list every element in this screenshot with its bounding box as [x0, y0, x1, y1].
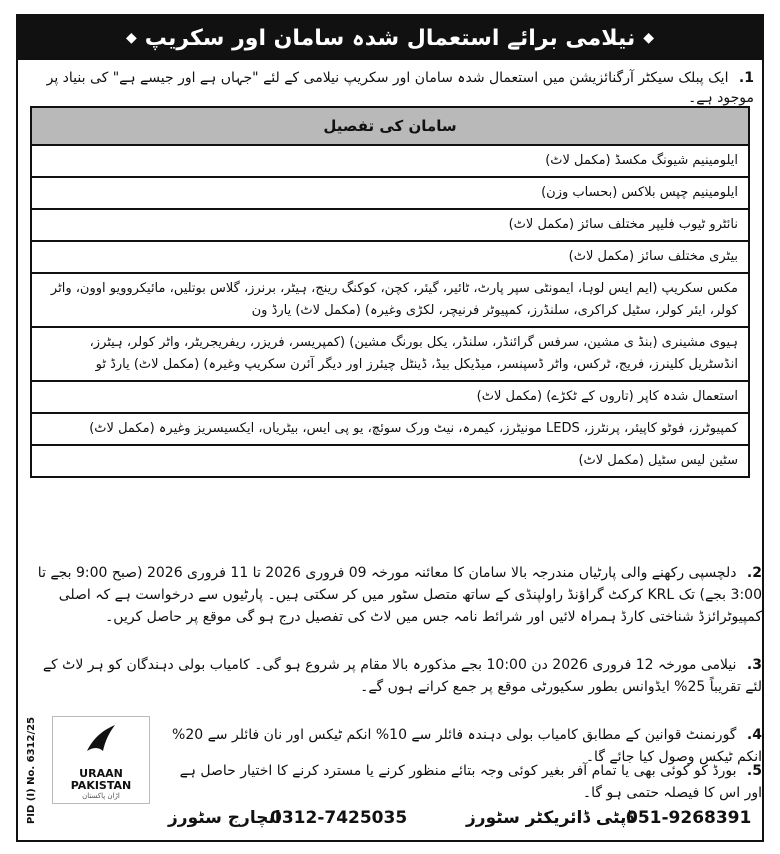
paragraph-number: 5. — [746, 763, 762, 779]
footer-phone-right: 051-9268391 — [626, 808, 752, 828]
table-row — [31, 327, 749, 381]
item-cell: ایلومینیم چپس بلاکس (بحساب وزن) — [31, 177, 749, 209]
footer-title-left: انچارج سٹورز — [168, 808, 281, 828]
logo-tagline: اڑان پاکستان — [82, 792, 120, 800]
table-row — [31, 209, 749, 241]
intro-number: 1. — [738, 70, 754, 86]
paragraph-2 — [32, 562, 762, 628]
ornament-icon: ◆ — [126, 30, 137, 46]
item-cell: بیٹری مختلف سائز (مکمل لاٹ) — [31, 241, 749, 273]
paragraph-number: 4. — [746, 727, 762, 743]
intro-paragraph — [34, 68, 754, 108]
paragraph-text: بورڈ کو کوئی بھی یا تمام آفر بغیر کوئی وجہ بتائے منظور کرنے یا مسترد کرنے کا اختیار حاصل ہے اور اس کا فیصلہ حتمی ہو گا۔ — [179, 763, 762, 801]
items-table-header: سامان کی تفصیل — [31, 107, 749, 145]
paragraph-number: 3. — [746, 657, 762, 673]
pid-text: PID (I) No. 6312/25 — [26, 716, 38, 824]
logo-name-line1: URAAN — [79, 767, 123, 780]
item-cell: ایلومینیم شیونگ مکسڈ (مکمل لاٹ) — [31, 145, 749, 177]
table-row — [31, 177, 749, 209]
item-cell: کمپیوٹرز، فوٹو کاپیئر، پرنٹرز، LEDS مونیٹرز، کیمرہ، نیٹ ورک سوئچ، یو پی ایس، بیٹریاں، ایکسیسریز وغیرہ (مکمل لاٹ) — [31, 413, 749, 445]
paragraph-text: دلچسپی رکھنے والی پارٹیاں مندرجہ بالا سامان کا معائنہ مورخہ 09 فروری 2026 تا 11 فروری 2026 (صبح 9:00 بجے تا 3:00 بجے) تک KRL کرکٹ گراؤنڈ راولپنڈی کے ساتھ متصل سٹور میں کر سکتی ہیں۔ پارٹیوں سے درخواست ہے کہ اصلی کمپیوٹرائزڈ شناختی کارڈ ہمراہ لائیں اور شرائط نامہ جس میں لاٹ کی تفصیل درج ہو گی موقع پر حاصل کریں۔ — [37, 565, 762, 625]
footer-title-right: ڈپٹی ڈائریکٹر سٹورز — [466, 808, 634, 828]
paragraph-number: 2. — [746, 565, 762, 581]
items-table — [30, 106, 750, 478]
ad-title: نیلامی برائے استعمال شدہ سامان اور سکریپ — [144, 25, 636, 51]
ornament-icon: ◆ — [643, 30, 654, 46]
table-row — [31, 145, 749, 177]
item-cell: مکس سکریپ (ایم ایس لوہا، ایمونٹی سپر پارٹ، ٹائیر، گیئر، کچن، کوکنگ رینج، ہیٹر، برنرز، گلاس بوتلیں، مائیکروویو اوون، واٹر کولر، ایئر کولر، سٹیل کراکری، سلنڈرز، کمپیوٹر فرنیچر، لکڑی وغیرہ) (مکمل لاٹ) یارڈ ون — [31, 273, 749, 327]
uraan-pakistan-logo — [52, 716, 150, 804]
title-bar — [18, 16, 762, 60]
item-cell: نائٹرو ٹیوب فلیپر مختلف سائز (مکمل لاٹ) — [31, 209, 749, 241]
bird-logo-icon — [83, 721, 119, 757]
paragraph-text: نیلامی مورخہ 12 فروری 2026 دن 10:00 بجے مذکورہ بالا مقام پر شروع ہو گی۔ کامیاب بولی دہندگان کو ہر لاٹ کے لئے تقریباً 25% ایڈوانس بطور سکیورٹی موقع پر جمع کرانے ہوں گے۔ — [42, 657, 762, 695]
footer-phone-left: 0312-7425035 — [270, 808, 408, 828]
paragraph-text: گورنمنٹ قوانین کے مطابق کامیاب بولی دہندہ فائلر سے 10% انکم ٹیکس اور نان فائلر سے 20% انکم ٹیکس وصول کیا جائے گا۔ — [172, 727, 762, 765]
table-row — [31, 241, 749, 273]
item-cell: استعمال شدہ کاپر (تاروں کے ٹکڑے) (مکمل لاٹ) — [31, 381, 749, 413]
paragraph-5 — [162, 760, 762, 804]
item-cell: ہیوی مشینری (بنڈ ی مشین، سرفس گرائنڈر، سلنڈر، یکل بورنگ مشین) (کمپریسر، فریزر، ریفریجریٹر، واٹر کولر، ہیٹرز، انڈسٹریل کلینرز، فریج، ٹرکس، واٹر ڈسپنسر، میڈیکل بیڈ، ڈینٹل چیئرز اور دیگر آئرن سکریپ وغیرہ) (مکمل لاٹ) یارڈ ٹو — [31, 327, 749, 381]
table-row — [31, 273, 749, 327]
table-row — [31, 413, 749, 445]
item-cell: سٹین لیس سٹیل (مکمل لاٹ) — [31, 445, 749, 477]
table-row — [31, 445, 749, 477]
pid-number — [20, 700, 44, 840]
table-row — [31, 381, 749, 413]
logo-name-line2: PAKISTAN — [70, 779, 132, 792]
paragraph-3 — [32, 654, 762, 698]
intro-text: ایک پبلک سیکٹر آرگنائزیشن میں استعمال شدہ سامان اور سکریپ نیلامی کے لئے "جہاں ہے اور جیسے ہے" کی بنیاد پر موجود ہے۔ — [46, 70, 754, 106]
